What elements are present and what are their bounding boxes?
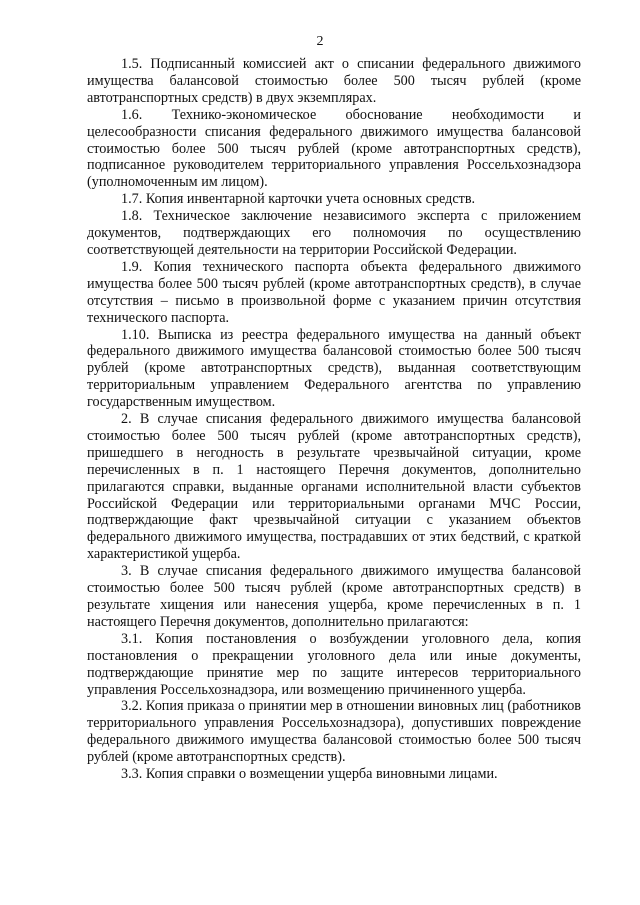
paragraph-1-6: 1.6. Технико-экономическое обоснование необходимости и целесообразности списания федерального движимого имущества балансовой стоимостью более 500 тысяч рублей (кроме автотранспортных средств), подписанное руководителем территориального управления Россельхознадзора (уполномоченным им лицом). — [87, 106, 581, 191]
page-number: 2 — [316, 34, 324, 49]
paragraph-3-1: 3.1. Копия постановления о возбуждении уголовного дела, копия постановления о прекращении уголовного дела или иные документы, подтверждающие принятие мер по защите интересов территориального управления Россельхознадзора, или возмещению причиненного ущерба. — [87, 630, 581, 698]
paragraph-1-9: 1.9. Копия технического паспорта объекта федерального движимого имущества более 500 тысяч рублей (кроме автотранспортных средств), в случае отсутствия – письмо в произвольной форме с указанием причин отсутствия технического паспорта. — [87, 258, 581, 326]
paragraph-1-8: 1.8. Техническое заключение независимого эксперта с приложением документов, подтверждающих его полномочия по осуществлению соответствующей деятельности на территории Российской Федерации. — [87, 208, 581, 258]
paragraph-3: 3. В случае списания федерального движимого имущества балансовой стоимостью более 500 тысяч рублей (кроме автотранспортных средств) в результате хищения или нанесения ущерба, кроме перечисленных в п. 1 настоящего Перечня документов, дополнительно прилагаются: — [87, 563, 581, 630]
paragraph-2: 2. В случае списания федерального движимого имущества балансовой стоимостью более 500 тысяч рублей (кроме автотранспортных средств), пришедшего в негодность в результате чрезвычайной ситуации, кроме перечисленных в п. 1 настоящего Перечня документов, дополнительно прилагаются справки, выданные органами исполнительной власти субъектов Российской Федерации или территориальными органами МЧС России, подтверждающие факт чрезвычайной ситуации с указанием объектов федерального движимого имущества, пострадавших от этих бедствий, с краткой характеристикой ущерба. — [87, 411, 581, 563]
paragraph-3-2: 3.2. Копия приказа о принятии мер в отношении виновных лиц (работников территориального управления Россельхознадзора), допустивших повреждение федерального движимого имущества балансовой стоимостью более 500 тысяч рублей (кроме автотранспортных средств). — [87, 698, 581, 766]
document-body — [87, 56, 581, 783]
paragraph-1-5: 1.5. Подписанный комиссией акт о списании федерального движимого имущества балансовой стоимостью более 500 тысяч рублей (кроме автотранспортных средств) в двух экземплярах. — [87, 56, 581, 106]
paragraph-3-3: 3.3. Копия справки о возмещении ущерба виновными лицами. — [121, 766, 498, 783]
paragraph-1-10: 1.10. Выписка из реестра федерального имущества на данный объект федерального движимого имущества балансовой стоимостью более 500 тысяч рублей (кроме автотранспортных средств), выданная соответствующим территориальным управлением Федерального агентства по управлению государственным имуществом. — [87, 326, 581, 411]
paragraph-1-7: 1.7. Копия инвентарной карточки учета основных средств. — [121, 191, 476, 208]
